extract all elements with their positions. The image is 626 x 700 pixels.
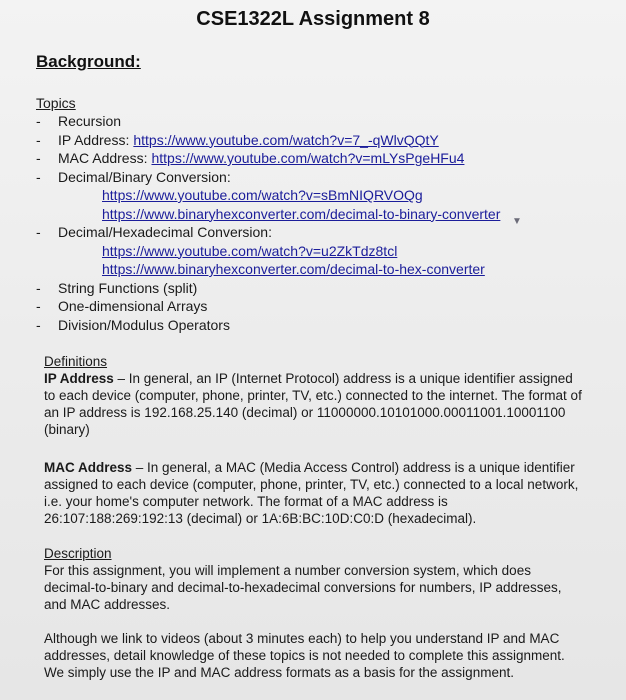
cursor-mark-icon: ▼: [512, 216, 522, 227]
sub-link-row: [36, 260, 596, 279]
topic-ip-label: IP Address:: [58, 131, 130, 148]
description-text: For this assignment, you will implement a number conversion system, which does decimal-to-binary and decimal-to-hexadecimal conversions for numbers, IP addresses, and MAC addresses.: [44, 563, 562, 612]
bullet-dash: -: [36, 298, 41, 314]
definitions-section: [44, 353, 584, 438]
bullet-dash: -: [36, 168, 41, 185]
list-item: [36, 297, 596, 316]
list-item: [36, 131, 596, 150]
bullet-dash: -: [36, 131, 41, 148]
mac-definition-paragraph: [44, 459, 584, 527]
definitions-heading: Definitions: [44, 354, 108, 369]
ip-definition-paragraph: [44, 370, 584, 438]
topic-mac-label: MAC Address:: [58, 150, 148, 166]
dec-bin-converter-link[interactable]: https://www.binaryhexconverter.com/decimal-to-binary-converter: [102, 205, 501, 222]
topic-dec-hex-label: Decimal/Hexadecimal Conversion:: [58, 224, 272, 240]
ip-video-link[interactable]: https://www.youtube.com/watch?v=7_-qWlvQQtY: [133, 131, 439, 148]
list-item: [36, 112, 596, 131]
sub-link-row: [36, 242, 596, 261]
description-heading: Description: [44, 546, 112, 561]
list-item: [36, 168, 596, 187]
mac-definition-section: [44, 459, 584, 527]
ip-definition-text: – In general, an IP (Internet Protocol) address is a unique identifier assigned to each device (computer, phone, printer, TV, etc.) connected to the internet. The format of an IP address is 192.168.25.140 (decimal) or 11000000.10101000.00011001.10001100 (binary): [44, 371, 582, 437]
dec-bin-video-link[interactable]: https://www.youtube.com/watch?v=sBmNIQRVOQg: [102, 187, 423, 203]
sub-link-row: [36, 186, 596, 205]
dec-hex-video-link[interactable]: https://www.youtube.com/watch?v=u2ZkTdz8tcl: [102, 242, 398, 259]
bullet-dash: -: [36, 113, 41, 129]
mac-term: MAC Address: [44, 460, 133, 475]
page-title: CSE1322L Assignment 8: [196, 8, 430, 30]
topic-string-functions: String Functions (split): [58, 279, 198, 296]
topic-arrays: One-dimensional Arrays: [58, 298, 208, 314]
list-item: [36, 279, 596, 298]
list-item: [36, 316, 596, 335]
topics-heading: Topics: [36, 95, 76, 111]
mac-video-link[interactable]: https://www.youtube.com/watch?v=mLYsPgeHFu4: [151, 150, 465, 166]
bullet-dash: -: [36, 316, 41, 333]
closing-paragraph: Although we link to videos (about 3 minutes each) to help you understand IP and MAC addresses, detail knowledge of these topics is not needed to complete this assignment. We simply use the IP and MAC address formats as a basis for the assignment.: [44, 631, 565, 680]
mac-definition-text: – In general, a MAC (Media Access Control) address is a unique identifier assigned to each device (computer, phone, printer, TV, etc.) connected to a local network, i.e. your home's computer network. The format of a MAC address is 26:107:188:269:192:13 (decimal) or 1A:6B:BC:10D:C0:D (hexadecimal).: [44, 460, 579, 526]
description-section: [44, 545, 584, 613]
bullet-dash: -: [36, 150, 41, 166]
bullet-dash: -: [36, 279, 41, 296]
topic-dec-bin-label: Decimal/Binary Conversion:: [58, 168, 231, 185]
topic-division: Division/Modulus Operators: [58, 316, 230, 333]
dec-hex-converter-link[interactable]: https://www.binaryhexconverter.com/decimal-to-hex-converter: [102, 261, 485, 277]
ip-term: IP Address: [44, 371, 114, 386]
topic-recursion: Recursion: [58, 113, 122, 129]
bullet-dash: -: [36, 224, 41, 240]
list-item: [36, 149, 596, 168]
background-heading: Background:: [36, 52, 141, 71]
